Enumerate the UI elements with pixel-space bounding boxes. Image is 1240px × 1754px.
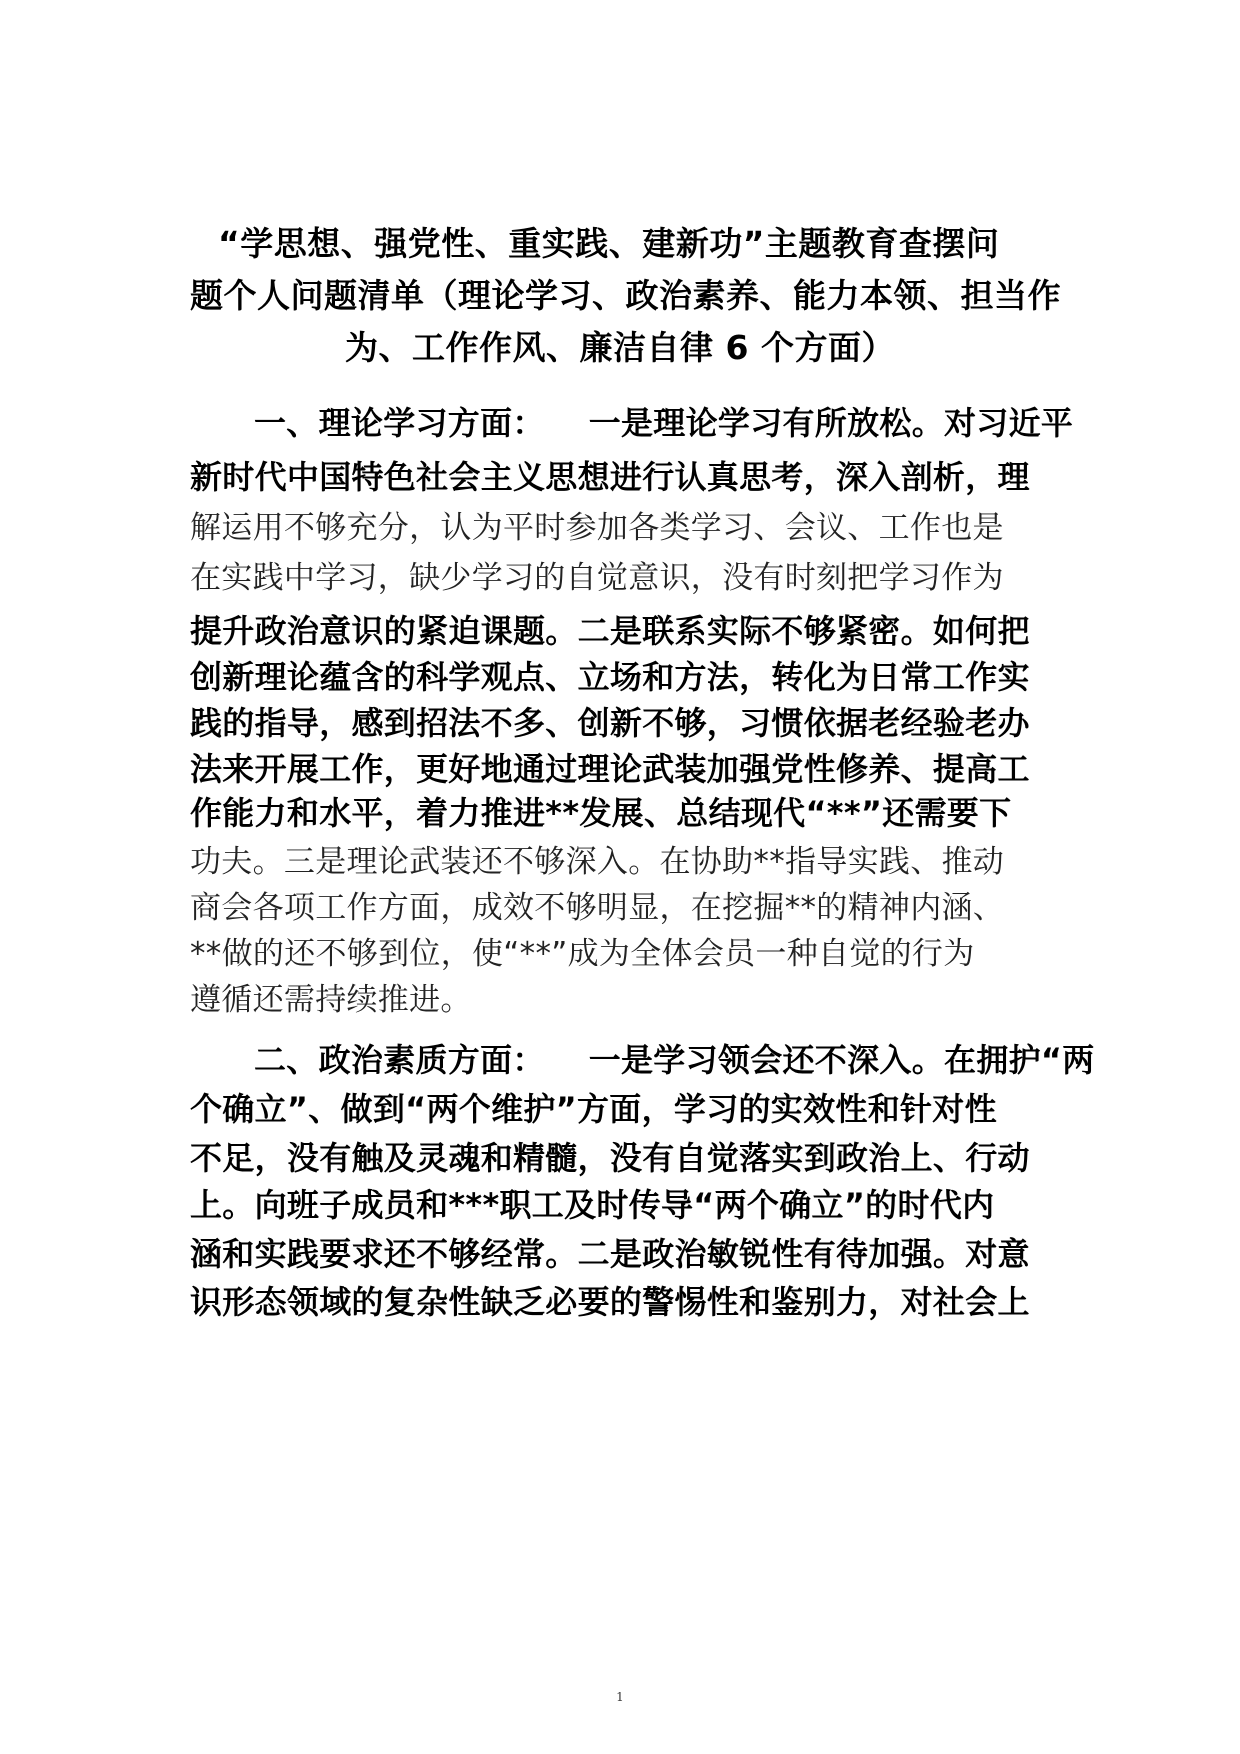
section1-line-13: 遵循还需持续推进。 bbox=[190, 982, 472, 1018]
section1-line-8: 法来开展工作，更好地通过理论武装加强党性修养、提高工 bbox=[190, 750, 1030, 788]
section2-first-line bbox=[254, 1035, 1095, 1085]
section1-line-7: 践的指导，感到招法不多、创新不够，习惯依据老经验老办 bbox=[190, 704, 1030, 742]
title-line-3: 为、工作作风、廉洁自律 6 个方面） bbox=[345, 328, 895, 367]
section2-line-5: 涵和实践要求还不够经常。二是政治敏锐性有待加强。对意 bbox=[190, 1235, 1030, 1273]
section1-line-1: 一是理论学习有所放松。对习近平 bbox=[588, 404, 1074, 442]
section1-heading: 一、理论学习方面： bbox=[254, 404, 545, 442]
section1-line-5: 提升政治意识的紧迫课题。二是联系实际不够紧密。如何把 bbox=[190, 612, 1030, 650]
section1-line-11: 商会各项工作方面，成效不够明显，在挖掘**的精神内涵、 bbox=[190, 890, 1005, 926]
section1-line-6: 创新理论蕴含的科学观点、立场和方法，转化为日常工作实 bbox=[190, 658, 1030, 696]
section2-line-1: 一是学习领会还不深入。在拥护“两 bbox=[588, 1041, 1095, 1079]
section1-line-12: **做的还不够到位，使“**”成为全体会员一种自觉的行为 bbox=[190, 936, 975, 972]
section1-line-9: 作能力和水平，着力推进**发展、总结现代“**”还需要下 bbox=[190, 794, 1012, 832]
title-line-1: “学思想、强党性、重实践、建新功”主题教育查摆问 bbox=[218, 224, 1000, 263]
section2-line-2: 个确立”、做到“两个维护”方面，学习的实效性和针对性 bbox=[190, 1090, 997, 1128]
section2-line-3: 不足，没有触及灵魂和精髓，没有自觉落实到政治上、行动 bbox=[190, 1139, 1030, 1177]
section1-line-2: 新时代中国特色社会主义思想进行认真思考，深入剖析，理 bbox=[190, 458, 1030, 496]
section1-line-4: 在实践中学习，缺少学习的自觉意识，没有时刻把学习作为 bbox=[190, 560, 1004, 596]
section2-line-6: 识形态领域的复杂性缺乏必要的警惕性和鉴别力，对社会上 bbox=[190, 1283, 1030, 1321]
section1-first-line bbox=[254, 398, 1074, 448]
section1-line-3: 解运用不够充分，认为平时参加各类学习、会议、工作也是 bbox=[190, 510, 1004, 546]
section2-line-4: 上。向班子成员和***职工及时传导“两个确立”的时代内 bbox=[190, 1186, 995, 1224]
page-number: 1 bbox=[616, 1690, 624, 1704]
section2-heading: 二、政治素质方面： bbox=[254, 1041, 545, 1079]
title-line-2: 题个人问题清单（理论学习、政治素养、能力本领、担当作 bbox=[190, 276, 1061, 315]
section1-line-10: 功夫。三是理论武装还不够深入。在协助**指导实践、推动 bbox=[190, 844, 1005, 880]
document-title bbox=[190, 218, 1061, 374]
